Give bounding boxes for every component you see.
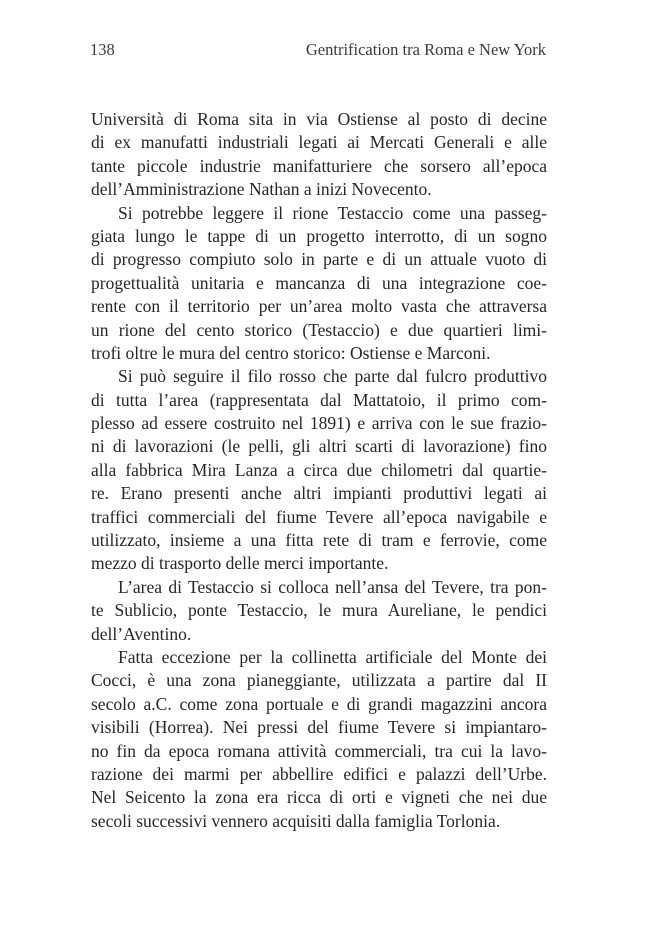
running-title: Gentrification tra Roma e New York	[305, 40, 546, 59]
page-header	[90, 40, 546, 64]
text-line: progettualità unitaria e mancanza di una integrazione coe-	[91, 272, 547, 293]
text-line: re. Erano presenti anche altri impianti produttivi legati ai	[91, 483, 547, 504]
paragraph	[91, 365, 547, 576]
text-line: di ex manufatti industriali legati ai Mercati Generali e alle	[91, 132, 547, 153]
body-text	[91, 108, 547, 833]
text-line: alla fabbrica Mira Lanza a circa due chilometri dal quartie-	[91, 459, 547, 480]
page-number: 138	[90, 40, 115, 59]
paragraph	[91, 646, 547, 833]
text-line: di progresso compiuto solo in parte e di un attuale vuoto di	[91, 249, 547, 270]
text-line: secoli successivi vennero acquisiti dalla famiglia Torlonia.	[91, 810, 501, 831]
text-line: secolo a.C. come zona portuale e di grandi magazzini ancora	[91, 693, 547, 714]
text-line: te Sublicio, ponte Testaccio, le mura Aureliane, le pendici	[91, 600, 547, 621]
text-line: razione dei marmi per abbellire edifici e palazzi dell’Urbe.	[91, 763, 547, 784]
paragraph	[91, 202, 547, 366]
text-line: Università di Roma sita in via Ostiense al posto di decine	[91, 109, 547, 129]
text-line: mezzo di trasporto delle merci importante.	[91, 553, 389, 574]
text-line: utilizzato, insieme a una fitta rete di tram e ferrovie, come	[91, 530, 547, 551]
text-line: tante piccole industrie manifatturiere che sorsero all’epoca	[91, 155, 547, 176]
text-line: Fatta eccezione per la collinetta artificiale del Monte dei	[118, 646, 547, 667]
text-line: ni di lavorazioni (le pelli, gli altri scarti di lavorazione) fino	[91, 436, 547, 457]
text-line: plesso ad essere costruito nel 1891) e arriva con le sue frazio-	[91, 413, 547, 434]
text-line: un rione del cento storico (Testaccio) e due quartieri limi-	[91, 319, 547, 340]
paragraph	[91, 108, 547, 202]
text-line: no fin da epoca romana attività commerciali, tra cui la lavo-	[91, 740, 547, 761]
text-line: di tutta l’area (rappresentata dal Mattatoio, il primo com-	[91, 389, 547, 410]
text-line: Si può seguire il filo rosso che parte dal fulcro produttivo	[118, 366, 547, 387]
text-line: traffici commerciali del fiume Tevere all’epoca navigabile e	[91, 506, 547, 527]
text-line: trofi oltre le mura del centro storico: Ostiense e Marconi.	[91, 342, 491, 363]
text-line: L’area di Testaccio si colloca nell’ansa del Tevere, tra pon-	[118, 576, 547, 597]
text-line: visibili (Horrea). Nei pressi del fiume Tevere si impiantaro-	[91, 717, 547, 738]
text-line: dell’Aventino.	[91, 623, 192, 644]
text-line: Cocci, è una zona pianeggiante, utilizzata a partire dal II	[91, 670, 547, 691]
text-line: Si potrebbe leggere il rione Testaccio come una passeg-	[118, 202, 547, 223]
paragraph	[91, 576, 547, 646]
text-line: Nel Seicento la zona era ricca di orti e vigneti che nei due	[91, 787, 547, 808]
text-line: dell’Amministrazione Nathan a inizi Novecento.	[91, 179, 432, 200]
text-line: rente con il territorio per un’area molto vasta che attraversa	[91, 296, 547, 317]
text-line: giata lungo le tappe di un progetto interrotto, di un sogno	[91, 225, 547, 246]
